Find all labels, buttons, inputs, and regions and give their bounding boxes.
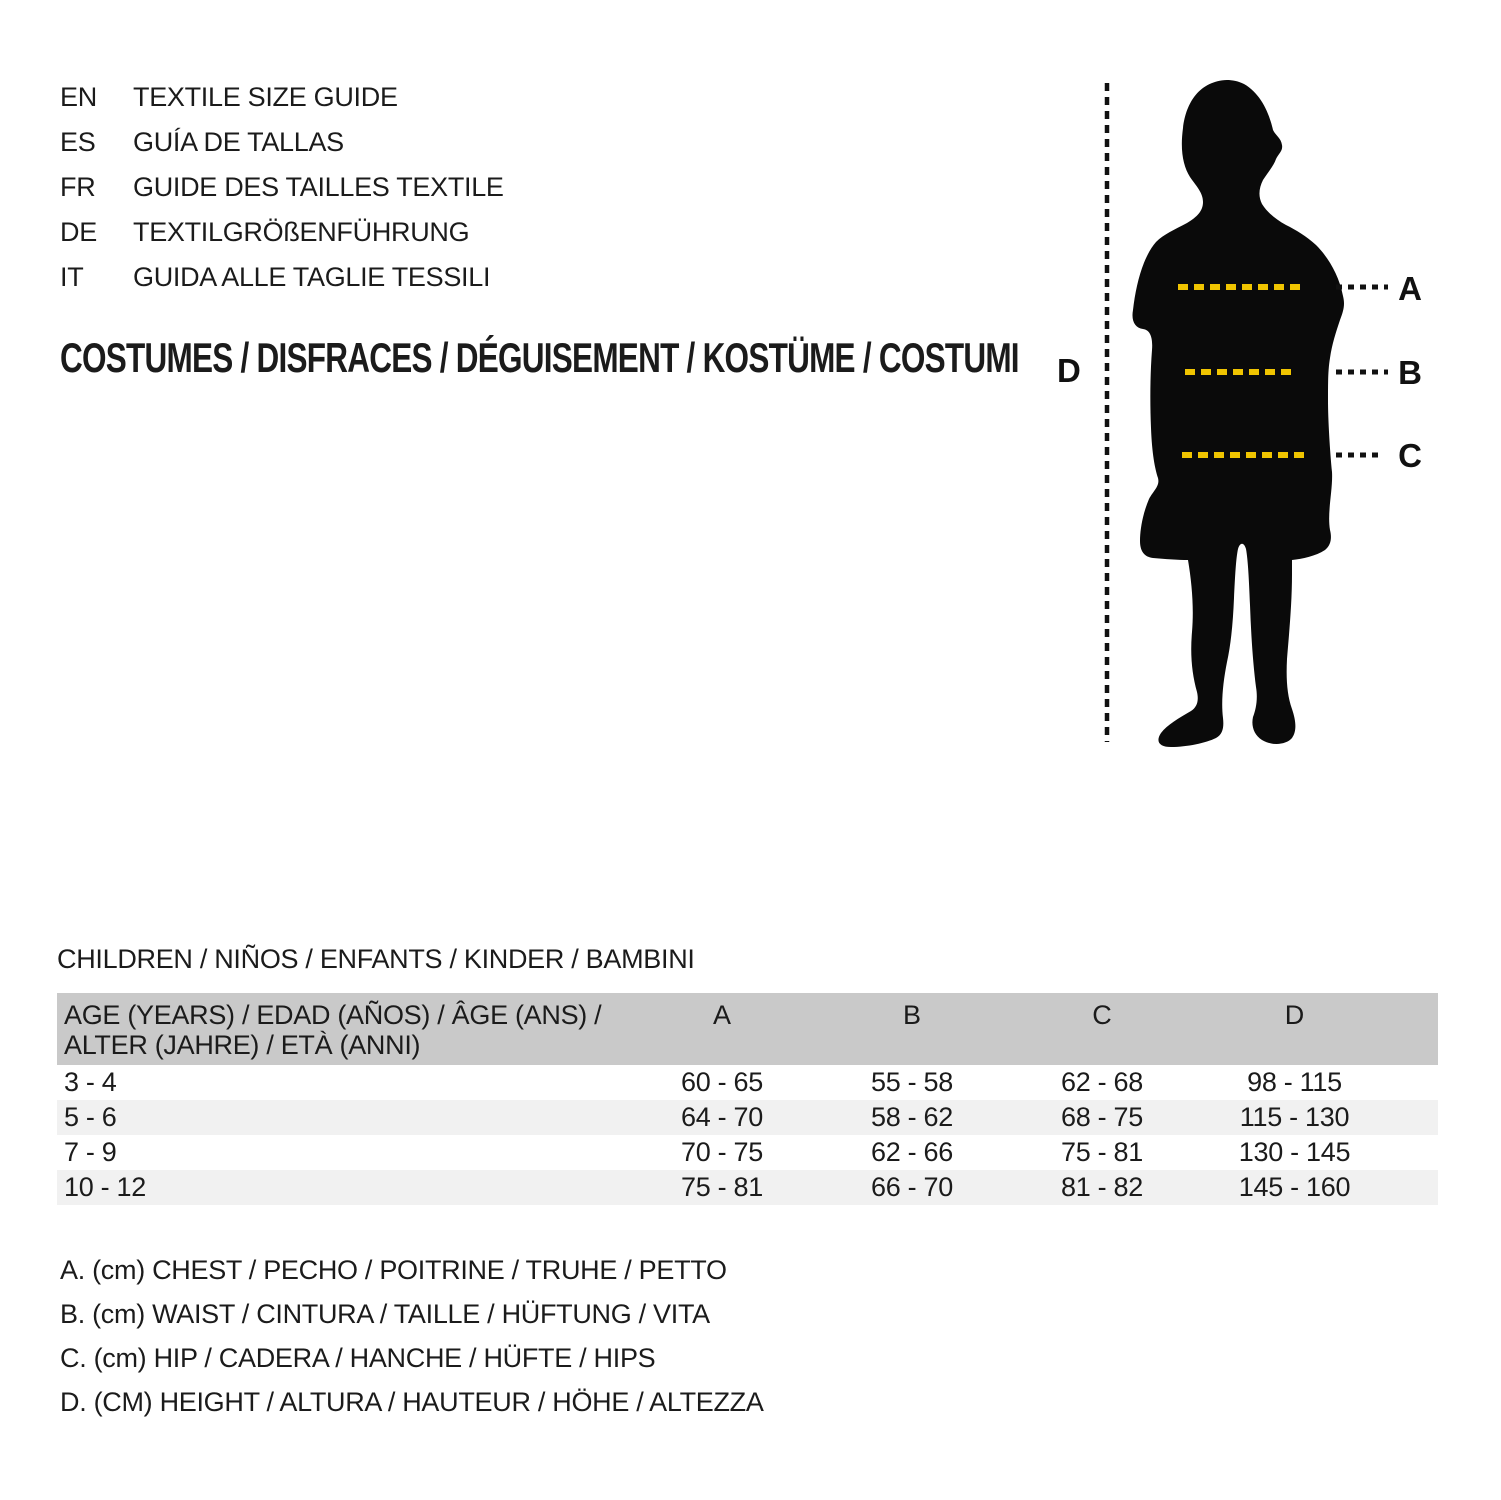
measurement-figure: [1040, 60, 1460, 770]
legend-hip: C. (cm) HIP / CADERA / HANCHE / HÜFTE / HIPS: [60, 1343, 656, 1373]
lang-label: GUIDA ALLE TAGLIE TESSILI: [133, 262, 491, 292]
waist-cell: 58 - 62: [871, 1102, 953, 1132]
age-column-header: [57, 1000, 627, 1065]
lang-row-es: [60, 120, 504, 165]
column-header-b: B: [902, 1000, 921, 1030]
measure-label-d: D: [1057, 352, 1081, 389]
age-cell: 3 - 4: [64, 1067, 117, 1097]
table-row: [57, 1100, 1438, 1135]
table-row: [57, 1170, 1438, 1205]
table-header-row: [57, 993, 1438, 1065]
category-title: COSTUMES / DISFRACES / DÉGUISEMENT / KOSTÜME / COSTUMI: [60, 334, 1019, 381]
waist-cell: 66 - 70: [871, 1172, 953, 1202]
waist-cell: 62 - 66: [871, 1137, 953, 1167]
column-header-a: A: [712, 1000, 731, 1030]
hip-cell: 75 - 81: [1061, 1137, 1143, 1167]
lang-row-de: [60, 210, 504, 255]
size-table: [57, 993, 1438, 1205]
language-list: [60, 75, 504, 300]
lang-code: DE: [60, 217, 97, 247]
age-cell: 5 - 6: [64, 1102, 117, 1132]
table-row: [57, 1065, 1438, 1100]
legend-waist: B. (cm) WAIST / CINTURA / TAILLE / HÜFTUNG / VITA: [60, 1299, 710, 1329]
lang-label: GUÍA DE TALLAS: [133, 127, 344, 157]
hip-cell: 81 - 82: [1061, 1172, 1143, 1202]
height-cell: 115 - 130: [1239, 1102, 1350, 1132]
chest-cell: 70 - 75: [681, 1137, 763, 1167]
height-cell: 130 - 145: [1238, 1137, 1351, 1167]
hip-cell: 62 - 68: [1061, 1067, 1143, 1097]
measure-label-c: C: [1398, 437, 1422, 474]
height-cell: 98 - 115: [1247, 1067, 1342, 1097]
lang-code: FR: [60, 172, 96, 202]
chest-cell: 75 - 81: [681, 1172, 763, 1202]
lang-code: EN: [60, 82, 97, 112]
lang-row-fr: [60, 165, 504, 210]
lang-code: IT: [60, 262, 84, 292]
chest-cell: 60 - 65: [681, 1067, 763, 1097]
measure-label-b: B: [1398, 354, 1422, 391]
measure-label-a: A: [1398, 270, 1422, 307]
column-header-d: D: [1284, 1000, 1305, 1030]
waist-cell: 55 - 58: [871, 1067, 953, 1097]
lang-label: TEXTILE SIZE GUIDE: [133, 82, 398, 112]
height-cell: 145 - 160: [1238, 1172, 1351, 1202]
table-title: CHILDREN / NIÑOS / ENFANTS / KINDER / BAMBINI: [57, 944, 695, 974]
age-header-line1: AGE (YEARS) / EDAD (AÑOS) / ÂGE (ANS) /: [64, 1000, 602, 1030]
measure-legend: [60, 1248, 764, 1424]
age-cell: 10 - 12: [64, 1172, 146, 1202]
lang-code: ES: [60, 127, 96, 157]
age-cell: 7 - 9: [64, 1137, 117, 1167]
hip-cell: 68 - 75: [1061, 1102, 1143, 1132]
child-silhouette-icon: [1132, 80, 1344, 747]
lang-row-it: [60, 255, 504, 300]
chest-cell: 64 - 70: [681, 1102, 763, 1132]
legend-chest: A. (cm) CHEST / PECHO / POITRINE / TRUHE / PETTO: [60, 1255, 727, 1285]
lang-row-en: [60, 75, 504, 120]
column-header-c: C: [1092, 1000, 1112, 1030]
legend-height: D. (CM) HEIGHT / ALTURA / HAUTEUR / HÖHE / ALTEZZA: [60, 1387, 764, 1417]
lang-label: GUIDE DES TAILLES TEXTILE: [133, 172, 504, 202]
age-header-line2: ALTER (JAHRE) / ETÀ (ANNI): [64, 1030, 421, 1060]
measurement-figure-svg: [1040, 60, 1460, 770]
lang-label: TEXTILGRÖßENFÜHRUNG: [133, 217, 470, 247]
table-row: [57, 1135, 1438, 1170]
